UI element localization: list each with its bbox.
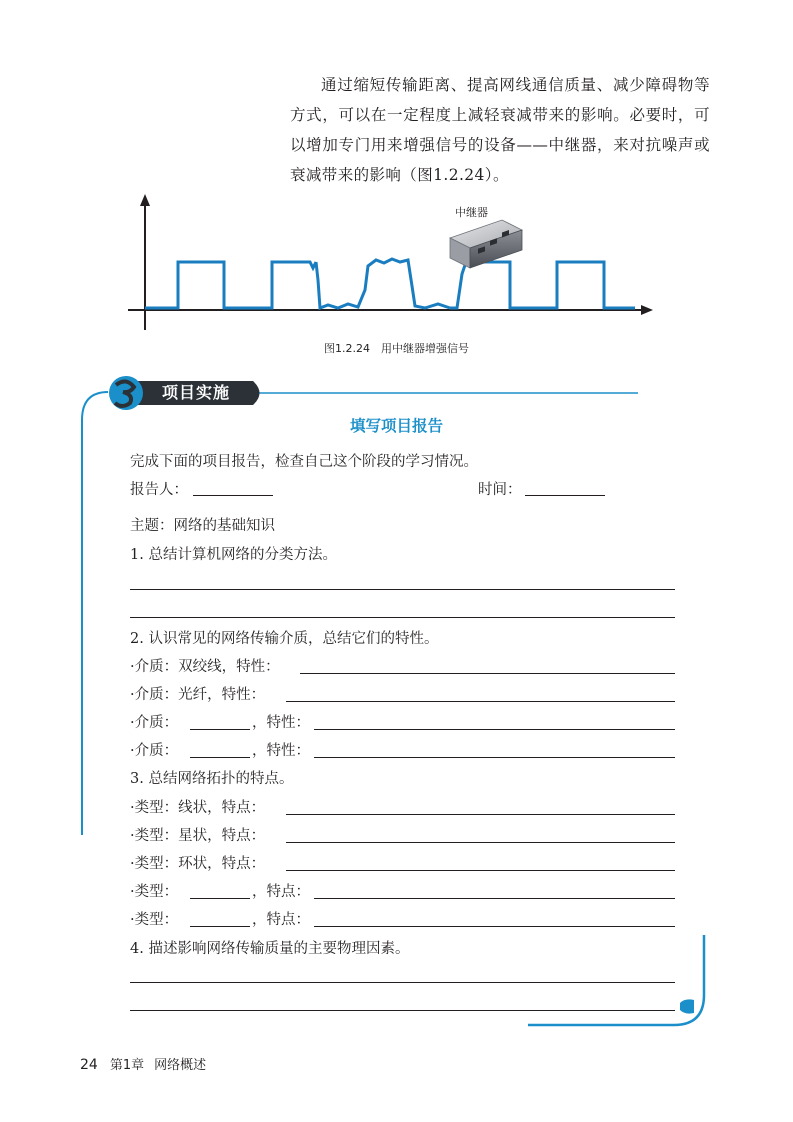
media-item: ·介质：双绞线，特性： <box>130 659 280 675</box>
question-3: 3. 总结网络拓扑的特点。 <box>130 771 294 787</box>
blank-field[interactable] <box>190 898 250 899</box>
figure-caption: 图1.2.24 用中继器增强信号 <box>324 342 469 355</box>
answer-line[interactable] <box>314 926 675 927</box>
feature-label: ，特性： <box>252 715 310 731</box>
answer-line[interactable] <box>314 757 675 758</box>
answer-line[interactable] <box>286 814 675 815</box>
answer-line[interactable] <box>314 729 675 730</box>
answer-line[interactable] <box>314 898 675 899</box>
topology-item: ·类型： <box>130 912 179 928</box>
answer-line[interactable] <box>300 673 675 674</box>
x-axis-arrow <box>641 305 653 315</box>
question-4: 4. 描述影响网络传输质量的主要物理因素。 <box>130 941 410 957</box>
answer-line[interactable] <box>130 617 675 618</box>
section-badge: 项目实施 <box>162 383 231 402</box>
report-instruction: 完成下面的项目报告，检查自己这个阶段的学习情况。 <box>130 454 478 470</box>
topology-item: ·类型：环状，特点： <box>130 856 266 872</box>
feature-label: ，特性： <box>252 743 310 759</box>
blank-field[interactable] <box>190 729 250 730</box>
answer-line[interactable] <box>130 589 675 590</box>
topic: 主题：网络的基础知识 <box>130 518 275 534</box>
signal-clean-start <box>145 262 316 308</box>
time-field[interactable] <box>525 495 605 496</box>
chapter-title: 网络概述 <box>154 1058 207 1073</box>
answer-line[interactable] <box>130 1010 675 1011</box>
reporter-field[interactable] <box>193 495 273 496</box>
question-1: 1. 总结计算机网络的分类方法。 <box>130 547 337 563</box>
reporter-label: 报告人： <box>130 482 188 498</box>
media-item: ·介质： <box>130 743 179 759</box>
intro-paragraph: 通过缩短传输距离、提高网线通信质量、减少障碍物等方式，可以在一定程度上减轻衰减带来的影响。必要时，可以增加专门用来增强信号的设备——中继器，来对抗噪声或衰减带来的影响（图1.2.24）。 <box>290 76 710 184</box>
answer-line[interactable] <box>286 842 675 843</box>
answer-line[interactable] <box>286 701 675 702</box>
topology-item: ·类型： <box>130 884 179 900</box>
media-item: ·介质： <box>130 715 179 731</box>
topology-item: ·类型：线状，特点： <box>130 800 266 816</box>
topology-item: ·类型：星状，特点： <box>130 828 266 844</box>
signal-regenerated <box>450 262 635 308</box>
time-label: 时间： <box>478 482 522 498</box>
page-footer <box>80 1054 206 1073</box>
report-title: 填写项目报告 <box>349 417 443 435</box>
point-label: ，特点： <box>252 912 310 928</box>
signal-degraded <box>316 259 450 308</box>
media-item: ·介质：光纤，特性： <box>130 687 266 703</box>
point-label: ，特点： <box>252 884 310 900</box>
chapter-number: 第1章 <box>109 1058 145 1073</box>
blank-field[interactable] <box>190 757 250 758</box>
answer-line[interactable] <box>286 870 675 871</box>
repeater-label: 中继器 <box>455 206 488 219</box>
section-frame <box>78 375 718 1035</box>
repeater-figure <box>120 190 660 330</box>
page-number: 24 <box>80 1057 98 1073</box>
answer-line[interactable] <box>130 982 675 983</box>
hand-pointer-icon <box>680 999 694 1013</box>
question-2: 2. 认识常见的网络传输介质，总结它们的特性。 <box>130 631 439 647</box>
y-axis-arrow <box>140 194 150 206</box>
blank-field[interactable] <box>190 926 250 927</box>
